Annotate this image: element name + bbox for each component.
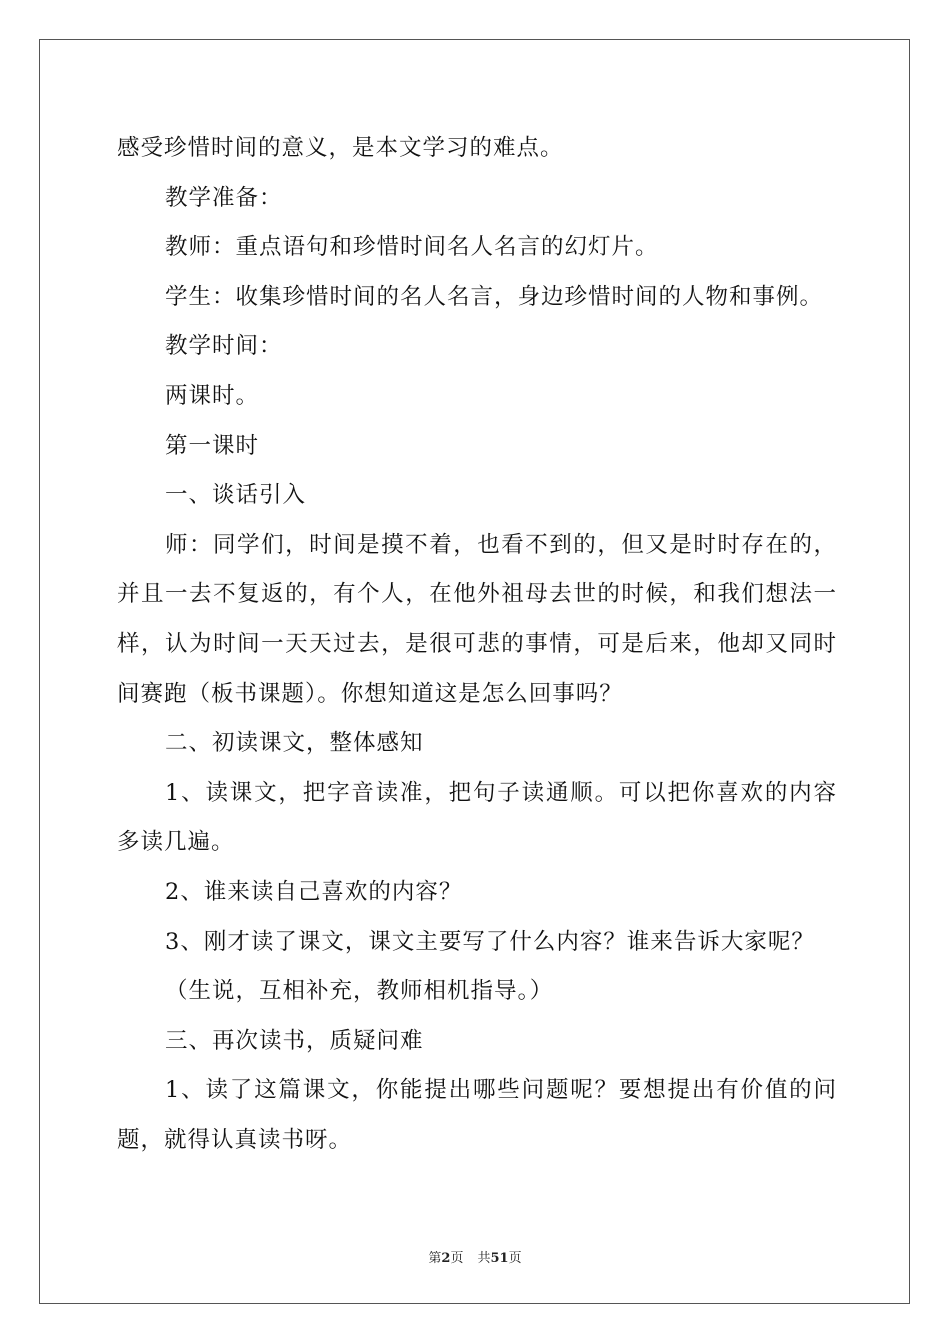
page-footer: [0, 1247, 950, 1266]
paragraph: 二、初读课文，整体感知: [165, 730, 424, 757]
page-number: 2: [441, 1251, 451, 1266]
paragraph: 感受珍惜时间的意义，是本文学习的难点。: [117, 135, 564, 161]
paragraph: （生说，互相补充，教师相机指导。）: [165, 978, 554, 1005]
page-prefix: 第: [428, 1251, 442, 1266]
paragraph: 1、读课文，把字音读准，把句子读通顺。可以把你喜欢的内容多读几遍。: [117, 779, 837, 856]
total-prefix: 共: [477, 1251, 491, 1266]
paragraph: 师：同学们，时间是摸不着，也看不到的，但又是时时存在的，并且一去不复返的，有个人，在他外祖母去世的时候，和我们想法一样，认为时间一天天过去，是很可悲的事情，可是后来，他却又同时间赛跑（板书课题）。你想知道这是怎么回事吗？: [117, 531, 837, 707]
total-suffix: 页: [508, 1251, 522, 1266]
paragraph: 学生：收集珍惜时间的名人名言，身边珍惜时间的人物和事例。: [165, 283, 824, 310]
document-body: [117, 124, 837, 1165]
page-suffix: 页: [450, 1251, 464, 1266]
paragraph: 一、谈话引入: [165, 482, 307, 509]
paragraph: 1、读了这篇课文，你能提出哪些问题呢？要想提出有价值的问题，就得认真读书呀。: [117, 1077, 837, 1153]
paragraph: 2、谁来读自己喜欢的内容？: [165, 878, 463, 905]
paragraph: 教学时间：: [165, 333, 283, 360]
total-pages: 51: [490, 1251, 509, 1266]
paragraph: 三、再次读书，质疑问难: [165, 1027, 424, 1054]
paragraph: 两课时。: [165, 382, 260, 409]
paragraph: 教学准备：: [165, 184, 283, 211]
paragraph: 3、刚才读了课文，课文主要写了什么内容？谁来告诉大家呢？: [165, 928, 815, 955]
paragraph: 第一课时: [165, 432, 260, 459]
paragraph: 教师：重点语句和珍惜时间名人名言的幻灯片。: [165, 234, 659, 261]
